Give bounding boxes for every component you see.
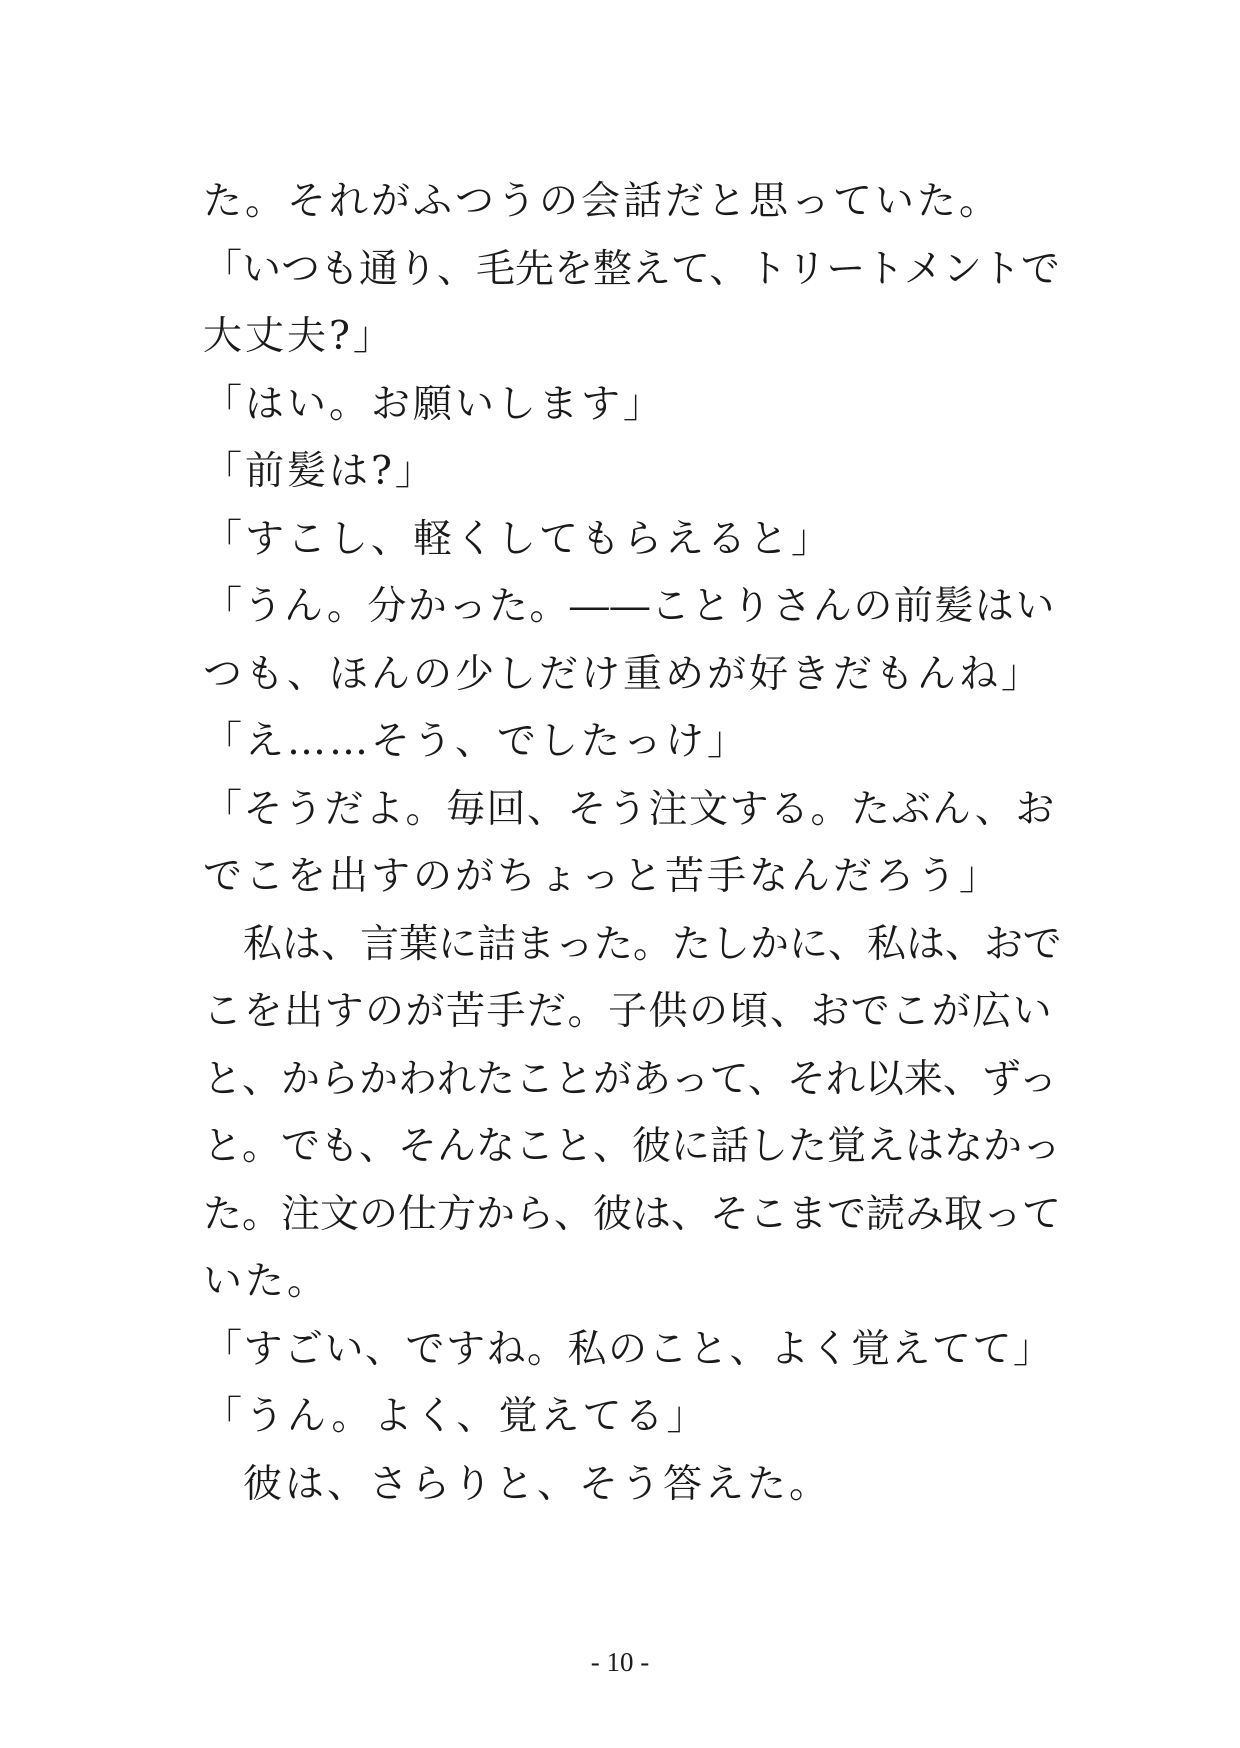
text-line: 「え……そう、でしたっけ」 [203, 719, 750, 764]
text-line: 彼は、さらりと、そう答えた。 [243, 1461, 832, 1507]
text-line: こを出すのが苦手だ。子供の頃、おでこが広い [203, 989, 1054, 1034]
text-line: と、からかわれたことがあって、それ以来、ずっ [203, 1056, 1058, 1102]
text-line: た。それがふつうの会話だと思っていた。 [203, 179, 1002, 224]
text-line: 「すごい、ですね。私のこと、よく覚えてて」 [203, 1326, 1054, 1372]
text-line: 「うん。分かった。――ことりさんの前髪はい [203, 584, 1056, 629]
text-line: 「うん。よく、覚えてる」 [203, 1394, 709, 1439]
page-number: - 10 - [590, 1647, 650, 1677]
body-text [203, 168, 1063, 1518]
text-line: 「はい。お願いします」 [203, 381, 666, 427]
text-line: 私は、言葉に詰まった。たしかに、私は、おで [243, 921, 1062, 967]
text-line: 「そうだよ。毎回、そう注文する。たぶん、お [203, 786, 1056, 832]
text-line: 「すこし、軽くしてもらえると」 [203, 516, 834, 562]
text-line: た。注文の仕方から、彼は、そこまで読み取って [203, 1191, 1062, 1237]
text-line: いた。 [203, 1259, 330, 1304]
text-line: 大丈夫?」 [203, 314, 395, 359]
text-line: つも、ほんの少しだけ重めが好きだもんね」 [203, 651, 1044, 697]
text-line: 「前髪は?」 [203, 449, 437, 494]
text-line: 「いつも通り、毛先を整えて、トリートメントで [203, 246, 1060, 292]
text-line: と。でも、そんなこと、彼に話した覚えはなかっ [203, 1124, 1062, 1169]
text-line: でこを出すのがちょっと苦手なんだろう」 [203, 854, 1002, 899]
